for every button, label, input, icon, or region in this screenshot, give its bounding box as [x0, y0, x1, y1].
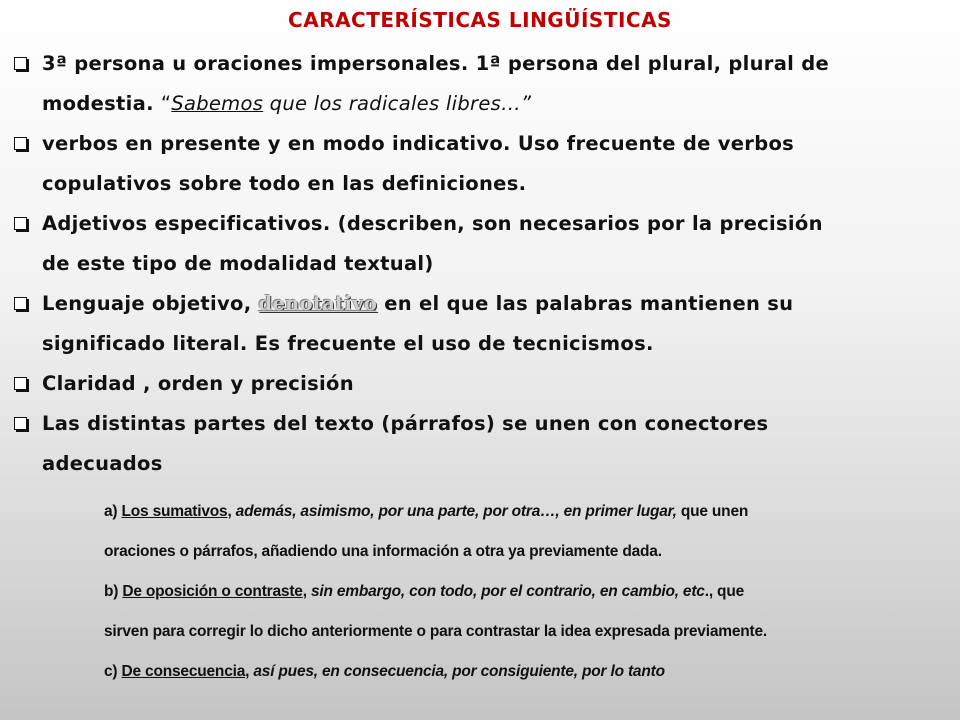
item-prefix: b) [104, 583, 123, 600]
connector-item [104, 492, 934, 532]
square-bullet-icon [14, 297, 27, 310]
connector-tail: ., que [704, 583, 745, 600]
bullet-item [12, 204, 942, 284]
bullet-text: Adjetivos especificativos. (describen, son necesarios por la precisión [42, 212, 823, 235]
square-bullet-icon [14, 217, 27, 230]
connector-list [104, 492, 934, 692]
bullet-text: Lenguaje objetivo, [42, 292, 259, 315]
bullet-list [12, 44, 942, 484]
bullet-item [12, 44, 942, 124]
connector-examples: además, asimismo, por una parte, por otra…, en primer lugar, [235, 503, 677, 520]
bullet-text: Las distintas partes del texto (párrafos) se unen con conectores [42, 412, 769, 435]
bullet-item [12, 124, 942, 204]
bullet-item [12, 284, 942, 364]
bullet-text: en el que las palabras mantienen su [377, 292, 794, 315]
connector-description: oraciones o párrafos, añadiendo una información a otra ya previamente dada. [104, 543, 662, 560]
connector-type: Los sumativos [121, 503, 228, 520]
separator: , [227, 503, 236, 520]
connector-type: De oposición o contraste [122, 583, 303, 600]
square-bullet-icon [14, 417, 27, 430]
connector-item [104, 652, 934, 692]
example-underlined: Sabemos [171, 92, 264, 115]
slide-title: CARACTERÍSTICAS LINGÜÍSTICAS [288, 8, 672, 32]
square-bullet-icon [14, 377, 27, 390]
bullet-text: adecuados [42, 452, 163, 475]
quote-mark: “ [160, 92, 172, 115]
connector-tail: que unen [676, 503, 749, 520]
bullet-text: verbos en presente y en modo indicativo. Uso frecuente de verbos [42, 132, 795, 155]
bullet-text: significado literal. Es frecuente el uso de tecnicismos. [42, 332, 654, 355]
bullet-item [12, 404, 942, 484]
emphasized-term: denotativo [258, 292, 378, 315]
connector-examples: sin embargo, con todo, por el contrario, en cambio, etc [310, 583, 705, 600]
bullet-text: copulativos sobre todo en las definiciones. [42, 172, 527, 195]
square-bullet-icon [14, 57, 27, 70]
separator: , [302, 583, 311, 600]
item-prefix: c) [104, 663, 122, 680]
example-text: que los radicales libres…” [263, 92, 532, 115]
bullet-text: Claridad , orden y precisión [42, 372, 354, 395]
bullet-text: 3ª persona u oraciones impersonales. 1ª persona del plural, plural de [42, 52, 830, 75]
connector-type: De consecuencia, [121, 663, 250, 680]
connector-item [104, 572, 934, 612]
bullet-text: de este tipo de modalidad textual) [42, 252, 434, 275]
connector-description: sirven para corregir lo dicho anteriormente o para contrastar la idea expresada previamente. [104, 623, 768, 640]
item-prefix: a) [104, 503, 122, 520]
square-bullet-icon [14, 137, 27, 150]
bullet-item [12, 364, 942, 404]
connector-examples: así pues, en consecuencia, por consiguiente, por lo tanto [249, 663, 665, 680]
bullet-text: modestia. [42, 92, 161, 115]
